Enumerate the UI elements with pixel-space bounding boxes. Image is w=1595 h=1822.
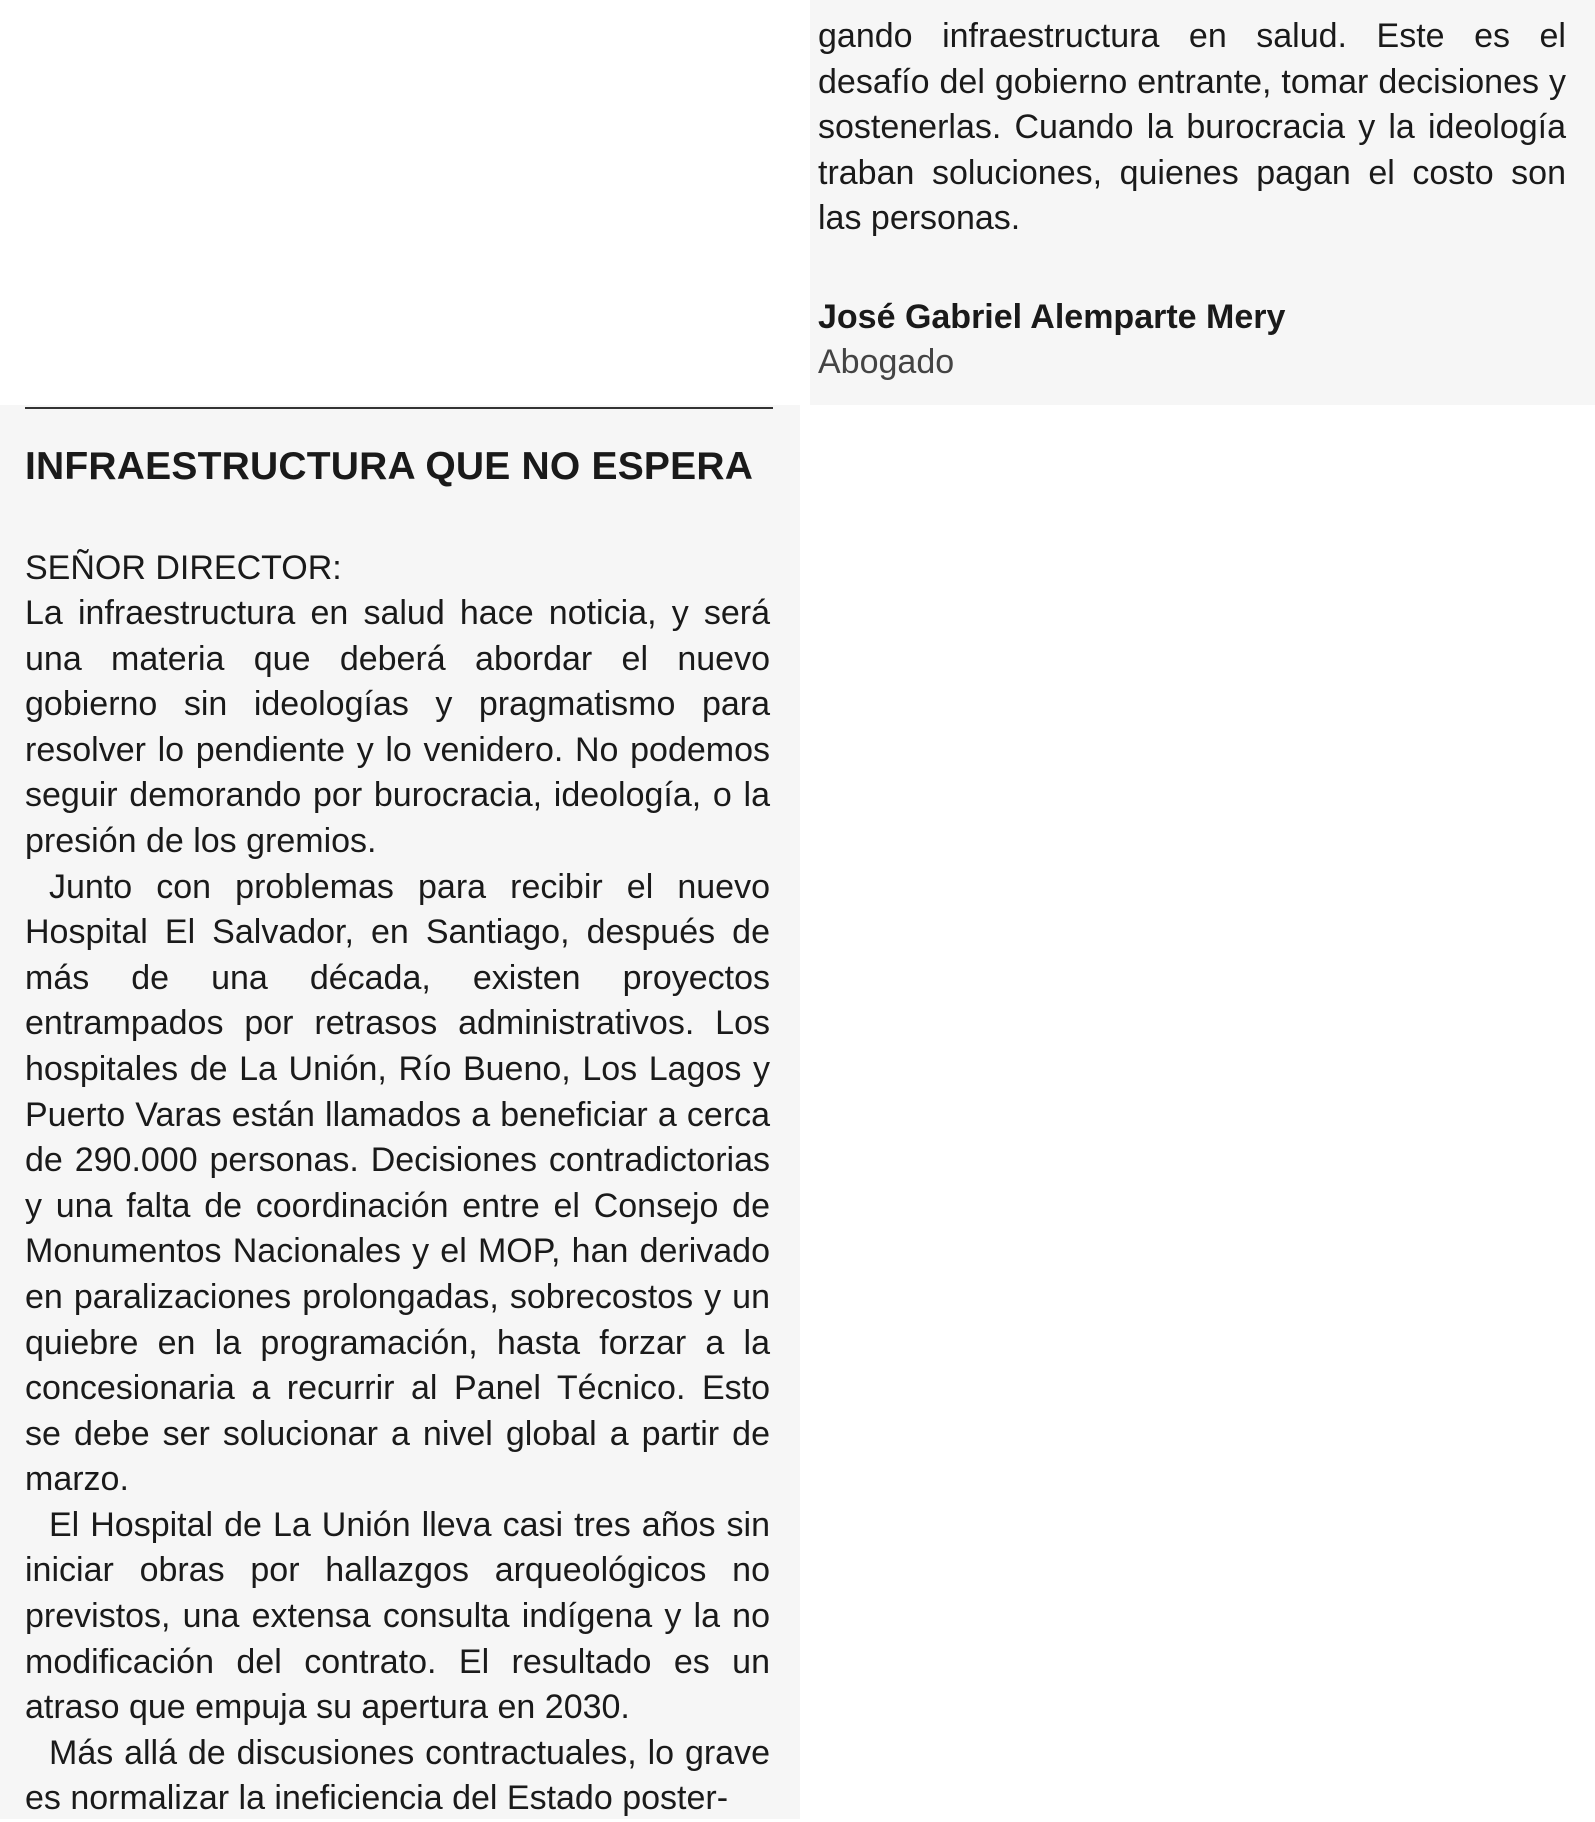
previous-letter-ending [818,14,1566,385]
letter-salutation: SEÑOR DIRECTOR: [25,549,342,587]
author-name: José Gabriel Alemparte Mery [818,297,1286,336]
letter-body [25,591,770,1822]
author-role: Abogado [818,342,955,381]
letter-paragraph: Más allá de discusiones contractuales, lo grave es normalizar la ineficiencia del Estado poster- [25,1733,770,1818]
letter-paragraph: El Hospital de La Unión lleva casi tres años sin iniciar obras por hallazgos arqueológicos no previstos, una extensa consulta indígena y la no modificación del contrato. El resultado es un atraso que empuja su apertura en 2030. [25,1505,770,1727]
section-divider [25,407,773,409]
previous-letter-closing-text: gando infraestructura en salud. Este es el desafío del gobierno entrante, tomar decisiones y sostenerlas. Cuando la burocracia y la ideología traban soluciones, quienes pagan el costo son las personas. [818,17,1566,238]
previous-letter-signature [818,295,1566,385]
letter-paragraph: Junto con problemas para recibir el nuevo Hospital El Salvador, en Santiago, después de más de una década, existen proyectos entrampados por retrasos administrativos. Los hospitales de La Unión, Río Bueno, Los Lagos y Puerto Varas están llamados a beneficiar a cerca de 290.000 personas. Decisiones contradictorias y una falta de coordinación entre el Consejo de Monumentos Nacionales y el MOP, han derivado en paralizaciones prolongadas, sobrecostos y un quiebre en la programación, hasta forzar a la concesionaria a recurrir al Panel Técnico. Esto se debe ser solucionar a nivel global a partir de marzo. [25,867,770,1499]
letter-paragraph: La infraestructura en salud hace noticia, y será una materia que deberá abordar el nuevo gobierno sin ideologías y pragmatismo para resolver lo pendiente y lo venidero. No podemos seguir demorando por burocracia, ideología, o la presión de los gremios. [25,594,770,860]
letter-headline: INFRAESTRUCTURA QUE NO ESPERA [25,445,754,488]
